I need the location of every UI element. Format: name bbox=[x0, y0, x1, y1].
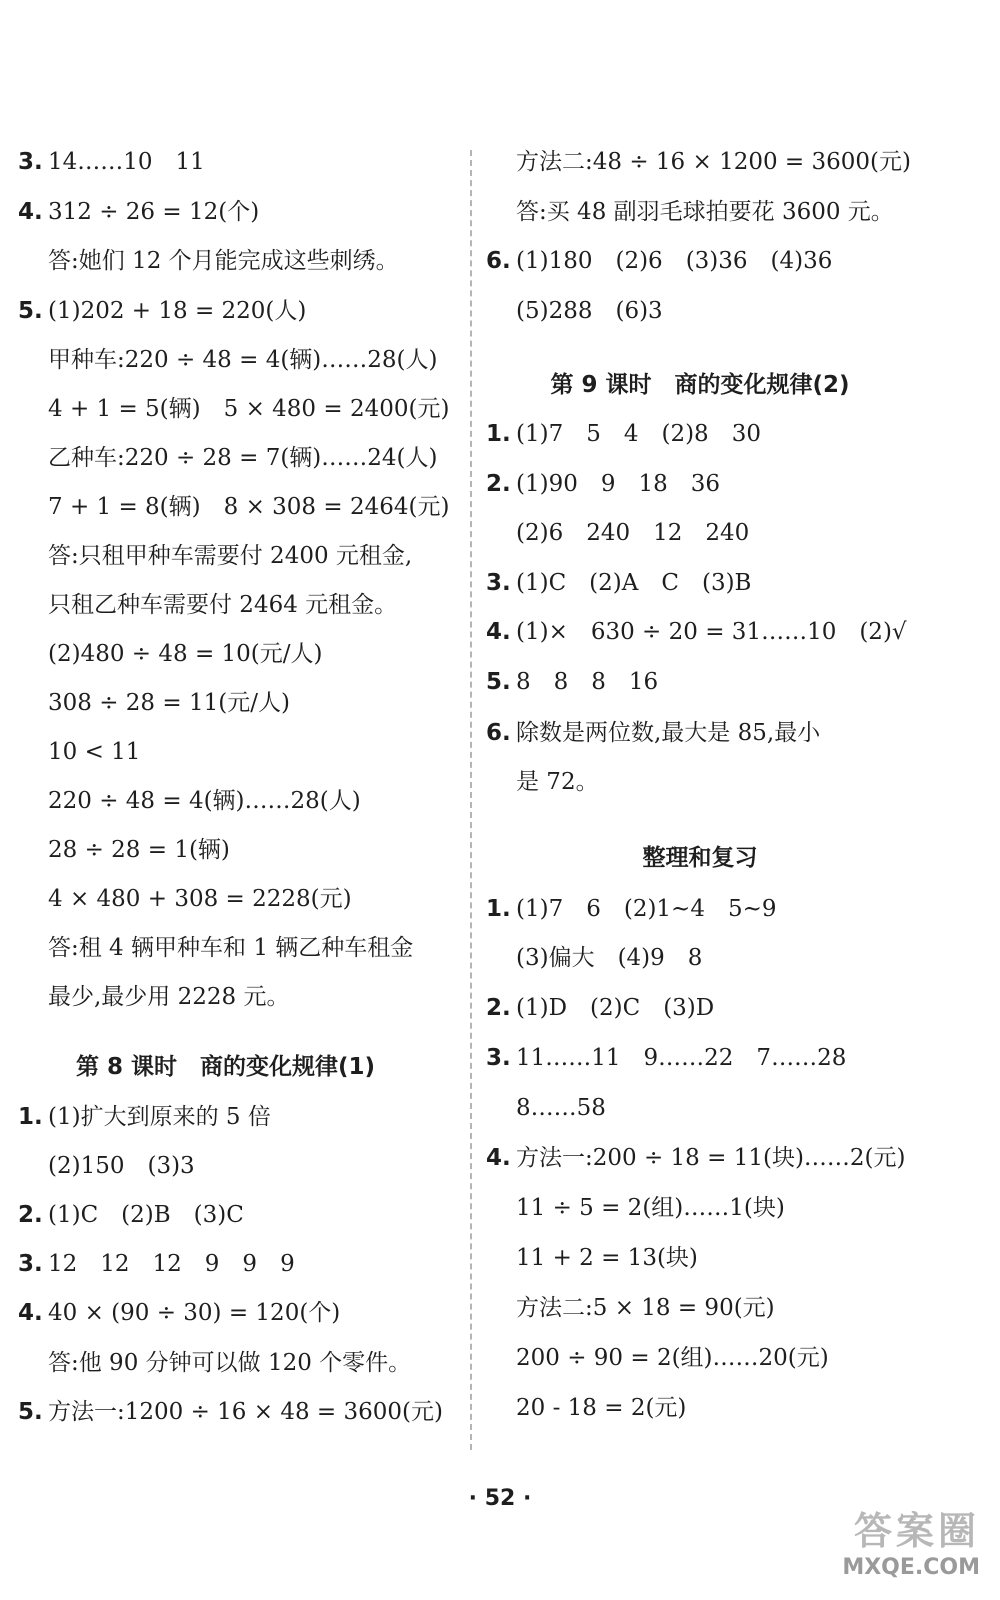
answer-line: 答:她们 12 个月能完成这些刺绣。 bbox=[48, 248, 399, 274]
question-number: 2. bbox=[486, 471, 511, 497]
answer-line: (1)C (2)A C (3)B bbox=[516, 570, 752, 596]
answer-line: 乙种车:220 ÷ 28 = 7(辆)……24(人) bbox=[48, 445, 438, 471]
answer-line: (1)7 5 4 (2)8 30 bbox=[516, 421, 761, 447]
answer-line: 4 × 480 + 308 = 2228(元) bbox=[48, 886, 352, 912]
answer-line: 4 + 1 = 5(辆) 5 × 480 = 2400(元) bbox=[48, 396, 450, 422]
question-number: 4. bbox=[18, 199, 43, 225]
answer-line: 220 ÷ 48 = 4(辆)……28(人) bbox=[48, 788, 361, 814]
question-number: 3. bbox=[486, 570, 511, 596]
answer-line: (1)202 + 18 = 220(人) bbox=[48, 298, 307, 324]
answer-line: 14……10 11 bbox=[48, 149, 205, 175]
answer-line: 308 ÷ 28 = 11(元/人) bbox=[48, 690, 290, 716]
answer-line: 8 8 8 16 bbox=[516, 669, 659, 695]
answer-line: (1)7 6 (2)1~4 5~9 bbox=[516, 896, 777, 922]
answer-line: (5)288 (6)3 bbox=[516, 298, 663, 324]
answer-line: 方法二:48 ÷ 16 × 1200 = 3600(元) bbox=[516, 149, 911, 175]
answer-line: 除数是两位数,最大是 85,最小 bbox=[516, 720, 821, 746]
watermark-url: MXQE.COM bbox=[842, 1555, 980, 1580]
question-number: 4. bbox=[486, 1145, 511, 1171]
answer-line: (1)D (2)C (3)D bbox=[516, 995, 715, 1021]
answer-line: 312 ÷ 26 = 12(个) bbox=[48, 199, 260, 225]
section-heading: 第 8 课时 商的变化规律(1) bbox=[76, 1054, 376, 1080]
answer-line: 答:租 4 辆甲种车和 1 辆乙种车租金 bbox=[48, 935, 414, 961]
answer-line: 答:他 90 分钟可以做 120 个零件。 bbox=[48, 1350, 412, 1376]
answer-line: 最少,最少用 2228 元。 bbox=[48, 984, 290, 1010]
answer-line: (1)C (2)B (3)C bbox=[48, 1202, 244, 1228]
question-number: 3. bbox=[486, 1045, 511, 1071]
answer-line: 答:只租甲种车需要付 2400 元租金, bbox=[48, 543, 413, 569]
question-number: 2. bbox=[486, 995, 511, 1021]
answer-line: 方法一:200 ÷ 18 = 11(块)……2(元) bbox=[516, 1145, 906, 1171]
answer-line: (1)90 9 18 36 bbox=[516, 471, 721, 497]
answer-line: 28 ÷ 28 = 1(辆) bbox=[48, 837, 230, 863]
answer-line: (1)× 630 ÷ 20 = 31……10 (2)√ bbox=[516, 619, 907, 645]
question-number: 3. bbox=[18, 149, 43, 175]
question-number: 4. bbox=[486, 619, 511, 645]
answer-line: 200 ÷ 90 = 2(组)……20(元) bbox=[516, 1345, 829, 1371]
question-number: 1. bbox=[486, 421, 511, 447]
answer-line: 12 12 12 9 9 9 bbox=[48, 1251, 295, 1277]
answer-line: 40 × (90 ÷ 30) = 120(个) bbox=[48, 1300, 341, 1326]
question-number: 6. bbox=[486, 720, 511, 746]
answer-line: 11 ÷ 5 = 2(组)……1(块) bbox=[516, 1195, 785, 1221]
section-heading: 第 9 课时 商的变化规律(2) bbox=[550, 372, 850, 398]
answer-line: 20 - 18 = 2(元) bbox=[516, 1395, 687, 1421]
question-number: 2. bbox=[18, 1202, 43, 1228]
question-number: 1. bbox=[486, 896, 511, 922]
question-number: 3. bbox=[18, 1251, 43, 1277]
answer-line: (3)偏大 (4)9 8 bbox=[516, 945, 703, 971]
answer-line: 7 + 1 = 8(辆) 8 × 308 = 2464(元) bbox=[48, 494, 450, 520]
answer-line: 答:买 48 副羽毛球拍要花 3600 元。 bbox=[516, 199, 894, 225]
answer-line: (1)扩大到原来的 5 倍 bbox=[48, 1104, 271, 1130]
section-heading: 整理和复习 bbox=[642, 845, 758, 871]
answer-line: 11 + 2 = 13(块) bbox=[516, 1245, 698, 1271]
question-number: 1. bbox=[18, 1104, 43, 1130]
question-number: 5. bbox=[18, 298, 43, 324]
watermark-text: 答案圈 bbox=[853, 1509, 980, 1553]
answer-line: 只租乙种车需要付 2464 元租金。 bbox=[48, 592, 398, 618]
answer-line: (2)6 240 12 240 bbox=[516, 520, 750, 546]
page-number: · 52 · bbox=[468, 1486, 532, 1511]
answer-line: 是 72。 bbox=[516, 769, 599, 795]
question-number: 4. bbox=[18, 1300, 43, 1326]
answer-line: 方法一:1200 ÷ 16 × 48 = 3600(元) bbox=[48, 1399, 443, 1425]
answer-line: (1)180 (2)6 (3)36 (4)36 bbox=[516, 248, 833, 274]
question-number: 6. bbox=[486, 248, 511, 274]
answer-line: 10 < 11 bbox=[48, 739, 141, 765]
answer-line: 11……11 9……22 7……28 bbox=[516, 1045, 847, 1071]
question-number: 5. bbox=[18, 1399, 43, 1425]
answer-line: 方法二:5 × 18 = 90(元) bbox=[516, 1295, 775, 1321]
watermark-logo bbox=[805, 1494, 980, 1580]
column-divider bbox=[470, 150, 472, 1450]
answer-line: 甲种车:220 ÷ 48 = 4(辆)……28(人) bbox=[48, 347, 438, 373]
answer-line: (2)150 (3)3 bbox=[48, 1153, 195, 1179]
answer-line: 8……58 bbox=[516, 1095, 606, 1121]
question-number: 5. bbox=[486, 669, 511, 695]
answer-line: (2)480 ÷ 48 = 10(元/人) bbox=[48, 641, 323, 667]
